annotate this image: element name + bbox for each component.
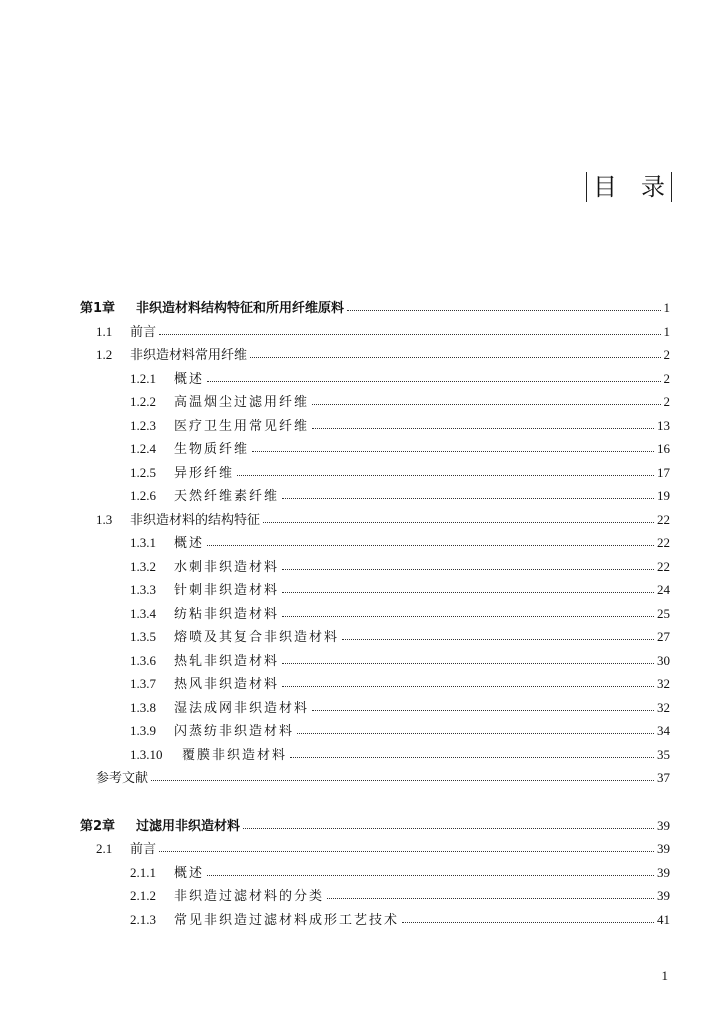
toc-section-1-1[interactable] (80, 320, 670, 344)
toc-label: 水刺非织造材料 (174, 559, 280, 575)
dot-leader (327, 898, 654, 899)
dot-leader (237, 475, 654, 476)
dot-leader (402, 922, 654, 923)
toc-label: 前言 (130, 842, 157, 857)
toc-page: 17 (657, 464, 670, 480)
dot-leader (250, 357, 660, 358)
toc-number: 1.3.10 (130, 746, 163, 762)
toc-label: 前言 (130, 324, 157, 340)
chapter-gap (80, 790, 670, 814)
toc-section-1-2[interactable] (80, 343, 670, 367)
toc-label: 概述 (174, 371, 205, 387)
toc-page: 24 (657, 582, 670, 597)
toc-page: 22 (657, 535, 670, 550)
toc-label: 非织造材料的结构特征 (130, 512, 261, 528)
toc-number: 1.3.9 (130, 723, 156, 738)
dot-leader (282, 686, 654, 687)
dot-leader (252, 451, 654, 452)
toc-number: 1.1 (96, 323, 113, 339)
toc-subsection-1-2-5[interactable] (80, 461, 670, 485)
toc-number: 1.3.5 (130, 629, 156, 644)
toc-number: 2.1 (96, 841, 113, 856)
toc-label: 异形纤维 (174, 465, 235, 481)
toc-number: 1.3.2 (130, 558, 156, 574)
toc-number: 1.3.3 (130, 582, 156, 597)
toc-references-1[interactable] (80, 766, 670, 790)
toc-page: 1 (663, 300, 670, 315)
dot-leader (159, 334, 660, 335)
toc-subsection-2-1-3[interactable] (80, 908, 670, 932)
toc-subsection-2-1-1[interactable] (80, 861, 670, 885)
toc-number: 1.3 (96, 511, 113, 527)
toc-label: 针刺非织造材料 (174, 583, 280, 598)
dot-leader (282, 663, 654, 664)
toc-number: 1.3.7 (130, 676, 156, 691)
toc-number: 2.1.3 (130, 911, 156, 927)
toc-label: 纺粘非织造材料 (174, 606, 280, 622)
toc-chapter-1[interactable] (80, 296, 670, 320)
toc-label: 参考文献 (96, 771, 149, 786)
toc-subsection-1-3-5[interactable] (80, 625, 670, 649)
toc-number: 2.1.2 (130, 888, 156, 903)
toc-number: 第1章 (80, 301, 116, 316)
toc-number: 1.3.8 (130, 699, 156, 715)
table-of-contents (80, 296, 670, 931)
dot-leader (312, 428, 654, 429)
toc-section-1-3[interactable] (80, 508, 670, 532)
toc-section-2-1[interactable] (80, 837, 670, 861)
toc-label: 生物质纤维 (174, 442, 250, 457)
toc-subsection-2-1-2[interactable] (80, 884, 670, 908)
toc-page: 35 (657, 746, 670, 762)
dot-leader (151, 780, 654, 781)
toc-page: 13 (657, 417, 670, 433)
toc-label: 湿法成网非织造材料 (174, 700, 310, 716)
toc-subsection-1-2-2[interactable] (80, 390, 670, 414)
dot-leader (312, 404, 660, 405)
heading-text: 目 录 (593, 173, 665, 201)
dot-leader (290, 757, 654, 758)
dot-leader (347, 310, 660, 311)
toc-number: 第2章 (80, 818, 116, 834)
toc-number: 1.2.4 (130, 441, 156, 456)
toc-page: 41 (657, 911, 670, 927)
dot-leader (159, 851, 654, 852)
toc-number: 1.2.3 (130, 417, 156, 433)
toc-label: 覆膜非织造材料 (182, 747, 288, 763)
toc-page: 27 (657, 629, 670, 644)
toc-subsection-1-2-6[interactable] (80, 484, 670, 508)
dot-leader (282, 498, 654, 499)
toc-label: 高温烟尘过滤用纤维 (174, 395, 310, 410)
dot-leader (207, 381, 660, 382)
toc-subsection-1-3-1[interactable] (80, 531, 670, 555)
toc-number: 1.2 (96, 347, 113, 362)
toc-page: 2 (663, 370, 670, 386)
heading-right-rule (671, 172, 672, 202)
toc-subsection-1-3-4[interactable] (80, 602, 670, 626)
toc-page: 22 (657, 511, 670, 527)
toc-number: 1.2.2 (130, 394, 156, 409)
toc-subsection-1-3-10[interactable] (80, 743, 670, 767)
toc-subsection-1-2-3[interactable] (80, 414, 670, 438)
toc-page: 32 (657, 676, 670, 691)
toc-label: 天然纤维素纤维 (174, 489, 280, 504)
toc-label: 热风非织造材料 (174, 677, 280, 692)
toc-subsection-1-3-9[interactable] (80, 719, 670, 743)
toc-page: 39 (657, 864, 670, 880)
toc-number: 1.2.5 (130, 464, 156, 480)
toc-page: 39 (657, 841, 670, 856)
toc-subsection-1-2-4[interactable] (80, 437, 670, 461)
dot-leader (282, 616, 654, 617)
toc-heading (586, 170, 672, 204)
toc-subsection-1-3-8[interactable] (80, 696, 670, 720)
dot-leader (207, 545, 654, 546)
toc-label: 熔喷及其复合非织造材料 (174, 630, 340, 645)
toc-number: 1.3.1 (130, 535, 156, 550)
toc-label: 非织造过滤材料的分类 (174, 889, 325, 904)
toc-label: 常见非织造过滤材料成形工艺技术 (174, 912, 400, 928)
toc-subsection-1-3-6[interactable] (80, 649, 670, 673)
toc-number: 2.1.1 (130, 864, 156, 880)
page-number: 1 (661, 968, 668, 983)
toc-number: 1.2.6 (130, 488, 156, 503)
toc-page: 2 (663, 347, 670, 362)
toc-label: 概述 (174, 865, 205, 881)
toc-page: 39 (657, 817, 670, 833)
toc-page: 32 (657, 699, 670, 715)
toc-number: 1.3.6 (130, 652, 156, 668)
toc-page: 2 (663, 394, 670, 409)
toc-label: 闪蒸纺非织造材料 (174, 724, 295, 739)
toc-subsection-1-3-7[interactable] (80, 672, 670, 696)
toc-number: 1.3.4 (130, 605, 156, 621)
toc-label: 过滤用非织造材料 (136, 818, 241, 834)
toc-label: 概述 (174, 536, 205, 551)
toc-page: 22 (657, 558, 670, 574)
toc-label: 非织造材料常用纤维 (130, 348, 248, 363)
dot-leader (282, 592, 654, 593)
toc-subsection-1-3-2[interactable] (80, 555, 670, 579)
toc-label: 非织造材料结构特征和所用纤维原料 (136, 301, 345, 316)
dot-leader (263, 522, 654, 523)
toc-page: 1 (663, 323, 670, 339)
toc-page: 37 (657, 770, 670, 785)
dot-leader (342, 639, 654, 640)
dot-leader (207, 875, 654, 876)
toc-chapter-2[interactable] (80, 814, 670, 838)
toc-number: 1.2.1 (130, 370, 156, 386)
toc-page: 34 (657, 723, 670, 738)
toc-label: 热轧非织造材料 (174, 653, 280, 669)
dot-leader (297, 733, 654, 734)
toc-page: 16 (657, 441, 670, 456)
toc-page: 19 (657, 488, 670, 503)
dot-leader (312, 710, 654, 711)
toc-page: 30 (657, 652, 670, 668)
toc-subsection-1-3-3[interactable] (80, 578, 670, 602)
toc-label: 医疗卫生用常见纤维 (174, 418, 310, 434)
dot-leader (243, 828, 654, 829)
toc-page: 25 (657, 605, 670, 621)
toc-subsection-1-2-1[interactable] (80, 367, 670, 391)
dot-leader (282, 569, 654, 570)
toc-page: 39 (657, 888, 670, 903)
